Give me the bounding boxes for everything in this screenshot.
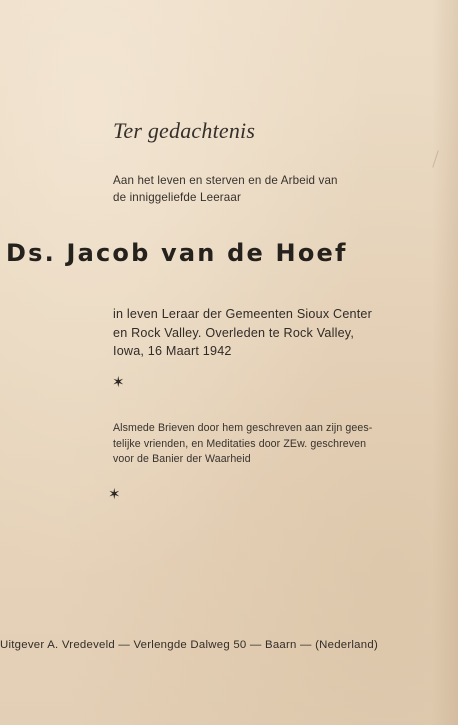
dedication-intro [113, 172, 403, 206]
letters-line: telijke vrienden, en Meditaties door ZEw. geschreven [113, 437, 367, 450]
bio-line: Iowa, 16 Maart 1942 [113, 344, 232, 358]
star-ornament-icon: ✶ [108, 485, 121, 503]
bio-line: en Rock Valley. Overleden te Rock Valley, [113, 325, 355, 340]
dedication-heading: Ter gedachtenis [113, 118, 256, 143]
publisher-imprint: Uitgever A. Vredeveld — Verlengde Dalweg 50 — Baarn — (Nederland) [0, 639, 378, 651]
star-ornament-icon: ✶ [112, 373, 125, 391]
bio-line: in leven Leraar der Gemeenten Sioux Center [113, 307, 373, 321]
subject-name: Ds. Jacob van de Hoef [6, 239, 348, 267]
page-edge-shadow [432, 0, 458, 725]
letters-description [113, 421, 403, 468]
letters-line: Alsmede Brieven door hem geschreven aan zijn gees- [113, 422, 373, 434]
intro-line: de inniggeliefde Leeraar [113, 191, 242, 204]
intro-line: Aan het leven en sterven en de Arbeid van [113, 174, 338, 187]
letters-line: voor de Banier der Waarheid [113, 453, 251, 465]
subject-biography [113, 305, 403, 361]
